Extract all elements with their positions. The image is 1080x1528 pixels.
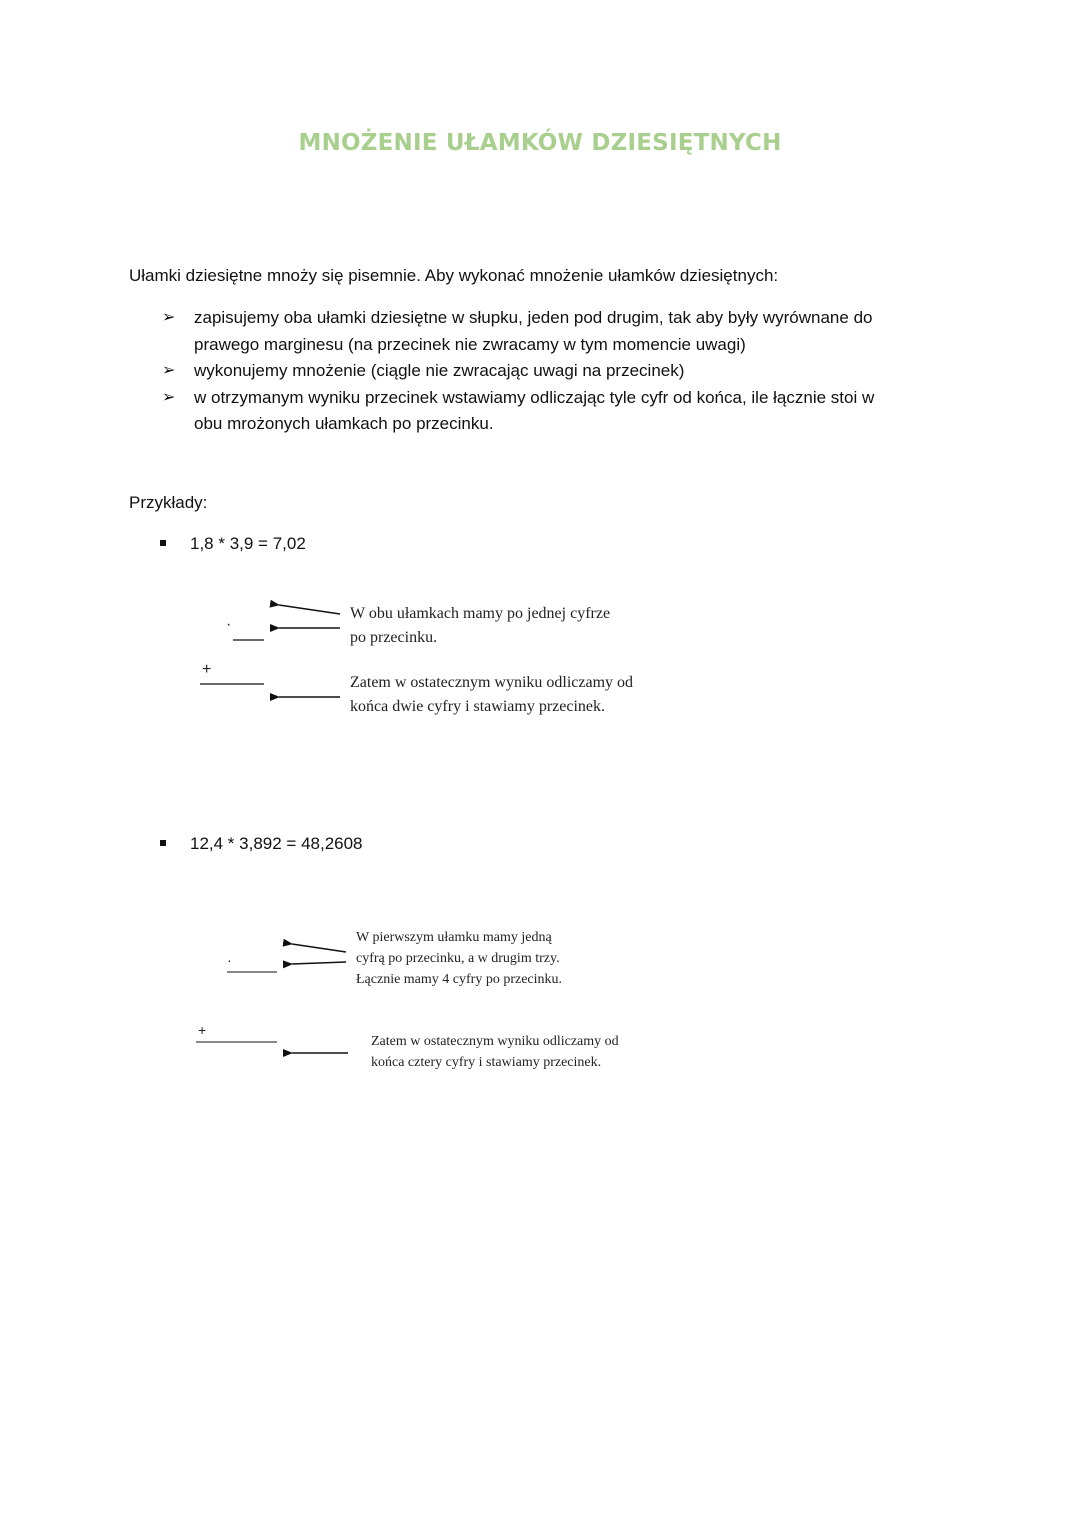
arrow-left-icon xyxy=(292,944,346,952)
arrow-left-icon xyxy=(279,605,340,614)
note-line: Zatem w ostatecznym wyniku odliczamy od xyxy=(350,674,634,691)
intro-text: Ułamki dziesiętne mnoży się pisemnie. Aby wykonać mnożenie ułamków dziesiętnych: xyxy=(129,266,779,285)
arrow-bullet-icon: ➢ xyxy=(162,388,176,406)
note-line: Łącznie mamy 4 cyfry po przecinku. xyxy=(356,972,563,987)
example-2-plus-sign: + xyxy=(198,1022,207,1038)
note-line: cyfrą po przecinku, a w drugim trzy. xyxy=(356,951,560,966)
note-line: końca cztery cyfry i stawiamy przecinek. xyxy=(371,1055,602,1070)
step-text-line: w otrzymanym wyniku przecinek wstawiamy odliczając tyle cyfr od końca, ile łącznie stoi w xyxy=(194,387,875,407)
examples-label: Przykłady: xyxy=(129,493,208,512)
example-2-times-sign: · xyxy=(227,952,232,968)
note-line: W pierwszym ułamku mamy jedną xyxy=(356,930,552,945)
step-text-line: wykonujemy mnożenie (ciągle nie zwracając uwagi na przecinek) xyxy=(194,361,685,380)
note-line: W obu ułamkach mamy po jednej cyfrze xyxy=(350,605,611,622)
arrow-bullet-icon: ➢ xyxy=(162,362,176,379)
example-1-times-sign: · xyxy=(226,616,232,633)
arrow-bullet-icon: ➢ xyxy=(162,309,176,326)
note-line: Zatem w ostatecznym wyniku odliczamy od xyxy=(371,1034,619,1049)
step-text-line: obu mrożonych ułamkach po przecinku. xyxy=(194,414,494,433)
example-2-equation-text: 12,4 * 3,892 = 48,2608 xyxy=(190,834,363,853)
step-text-line: prawego marginesu (na przecinek nie zwracamy w tym momencie uwagi) xyxy=(194,334,746,354)
arrow-left-icon xyxy=(292,962,346,964)
step-text-line: zapisujemy oba ułamki dziesiętne w słupku, jeden pod drugim, tak aby były wyrównane do xyxy=(194,308,873,327)
note-line: po przecinku. xyxy=(350,629,438,646)
example-1-equation-text: 1,8 * 3,9 = 7,02 xyxy=(190,534,306,553)
note-line: końca dwie cyfry i stawiamy przecinek. xyxy=(350,698,606,715)
page-title: MNOŻENIE UŁAMKÓW DZIESIĘTNYCH xyxy=(298,130,782,156)
example-1-plus-sign: + xyxy=(202,661,212,678)
